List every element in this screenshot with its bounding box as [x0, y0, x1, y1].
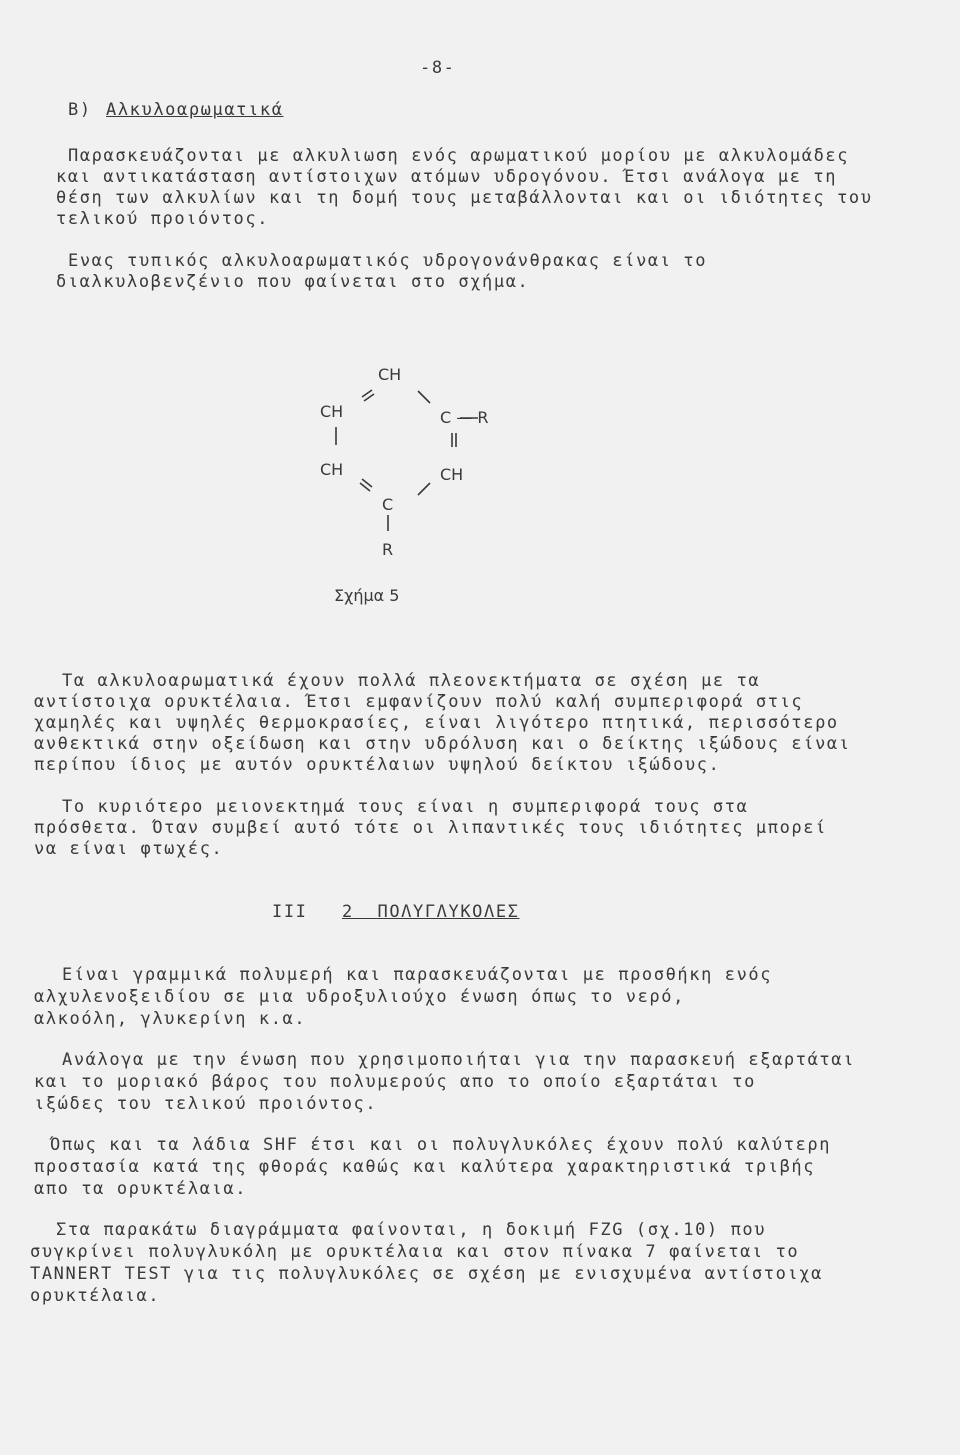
text-line: πρόσθετα. Όταν συμβεί αυτό τότε οι λιπαντικές τους ιδιότητες μπορεί [34, 818, 827, 838]
atom-c-bottom: C [382, 495, 394, 514]
text-line: συγκρίνει πολυγλυκόλη με ορυκτέλαια και στον πίνακα 7 φαίνεται το [30, 1242, 800, 1262]
text-line: απο τα ορυκτέλαια. [34, 1179, 248, 1199]
text-line: χαμηλές και υψηλές θερμοκρασίες, είναι λιγότερο πτητικά, περισσότερο [34, 713, 839, 733]
text-line: διαλκυλοβενζένιο που φαίνεται στο σχήμα. [56, 272, 530, 292]
text-line: TANNERT TEST για τις πολυγλυκόλες σε σχέση με ενισχυμένα αντίστοιχα [30, 1264, 823, 1284]
text-line: και το μοριακό βάρος του πολυμερούς απο το οποίο εξαρτάται το [34, 1072, 756, 1092]
text-line: Παρασκευάζονται με αλκυλιωση ενός αρωματικού μορίου με αλκυλομάδες [68, 146, 850, 166]
text-line: Στα παρακάτω διαγράμματα φαίνονται, η δοκιμή FZG (σχ.10) που [56, 1220, 767, 1240]
text-line: και αντικατάσταση αντίστοιχων ατόμων υδρογόνου. Έτσι ανάλογα με τη [56, 167, 838, 187]
atom-r-bottom: R [382, 540, 394, 559]
text-line: περίπου ίδιος με αυτόν ορυκτέλαιων υψηλού δείκτου ιξώδους. [34, 755, 721, 775]
section-number: III [272, 902, 308, 922]
text-line: Όπως και τα λάδια SHF έτσι και οι πολυγλυκόλες έχουν πολύ καλύτερη [50, 1135, 832, 1155]
section-title: 2 ΠΟΛΥΓΛΥΚΟΛΕΣ [342, 902, 520, 922]
text-line: Ενας τυπικός αλκυλοαρωματικός υδρογονάνθρακας είναι το [68, 251, 708, 271]
atom-c-r-right: C — R [440, 408, 489, 427]
section-b-label: Β) [68, 100, 92, 120]
text-line: να είναι φτωχές. [34, 839, 224, 859]
text-line: ανθεκτικά στην οξείδωση και στην υδρόλυση και ο δείκτης ιξώδους είναι [34, 734, 851, 754]
bond-lines [300, 355, 520, 555]
text-line: Τα αλκυλοαρωματικά έχουν πολλά πλεονεκτήματα σε σχέση με τα [62, 671, 761, 691]
text-line: Ανάλογα με την ένωση που χρησιμοποιήται για την παρασκευή εξαρτάται [62, 1050, 855, 1070]
atom-ch-upper-left: CH [320, 402, 344, 421]
atom-ch-lower-right: CH [440, 465, 464, 484]
text-line: αλκοόλη, γλυκερίνη κ.α. [34, 1009, 307, 1029]
text-line: ορυκτέλαια. [30, 1286, 161, 1306]
atom-ch-lower-left: CH [320, 460, 344, 479]
text-line: θέση των αλκυλίων και τη δομή τους μεταβάλλονται και οι ιδιότητες του [56, 188, 873, 208]
text-line: Είναι γραμμικά πολυμερή και παρασκευάζονται με προσθήκη ενός [62, 965, 773, 985]
page-number: -8- [420, 58, 456, 78]
section-b-title: Αλκυλοαρωματικά [106, 100, 284, 120]
figure-caption: Σχήμα 5 [334, 586, 400, 605]
text-line: Το κυριότερο μειονεκτημά τους είναι η συμπεριφορά τους στα [62, 797, 749, 817]
text-line: προστασία κατά της φθοράς καθώς και καλύτερα χαρακτηριστικά τριβής [34, 1157, 816, 1177]
atom-ch-top: CH [378, 365, 402, 384]
text-line: αλχυλενοξειδίου σε μια υδροξυλιούχο ένωση όπως το νερό, [34, 987, 685, 1007]
text-line: τελικού προιόντος. [56, 209, 270, 229]
text-line: ιξώδες του τελικού προιόντος. [34, 1094, 378, 1114]
text-line: αντίστοιχα ορυκτέλαια. Έτσι εμφανίζουν πολύ καλή συμπεριφορά στις [34, 692, 804, 712]
